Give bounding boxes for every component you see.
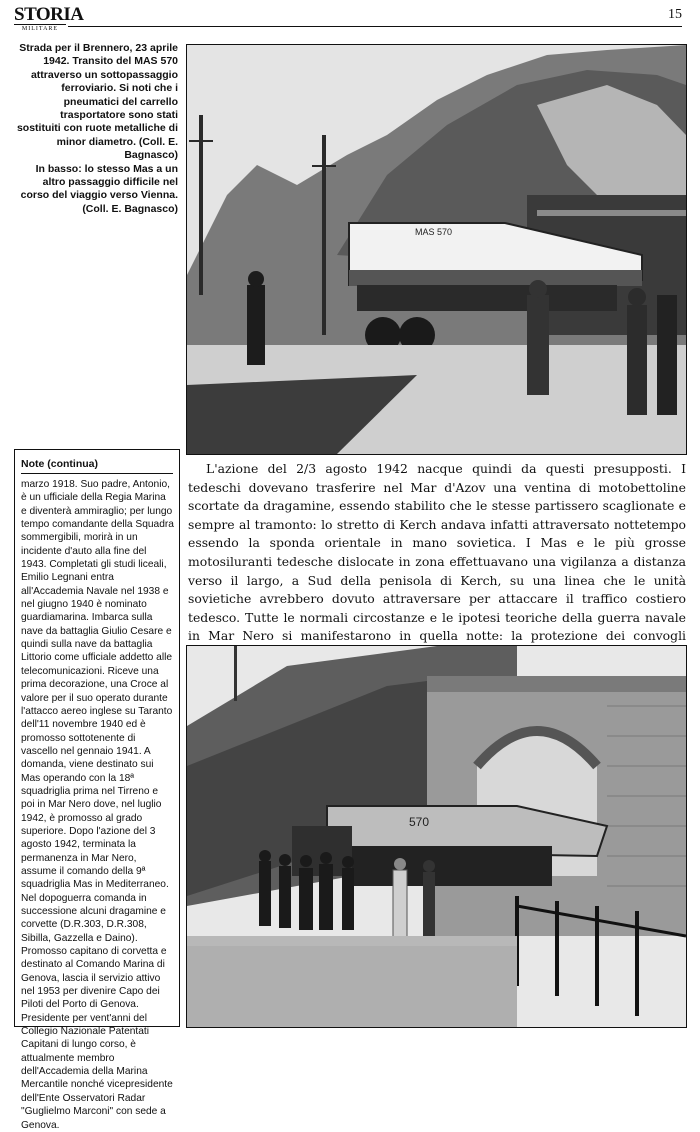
notes-text	[15, 474, 179, 1132]
photo-bottom	[186, 645, 687, 1028]
header-rule	[68, 26, 682, 27]
notes-box	[14, 449, 180, 1131]
notes-paragraph: marzo 1918. Suo padre, Antonio, è un ufficiale della Regia Marina e diventerà ammiraglio; per lungo tempo comandante della Squadra sommergibili, morirà in un incidente d'auto alla fine del 1943. Completati gli studi liceali, Emilio Legnani entra all'Accademia Navale nel 1938 e nel giugno 1940 è nominato guardiamarina. Imbarca sulla nave da battaglia Giulio Cesare e quindi sulla nave da battaglia Littorio come ufficiale addetto alle telecomunicazioni. Riceve una prima decorazione, una Croce al valore per il suo operato durante l'attacco aereo inglese su Taranto dell'11 novembre 1940 ed è promosso sottotenente di vascello nel gennaio 1941. A domanda, viene destinato sui Mas operando con la 18ª squadriglia prima nel Tirreno e poi in Mar Nero dove, nel luglio 1942, è promosso al grado superiore. Dopo l'azione del 3 agosto 1942, terminata la permanenza in Mar Nero, assume il comando della 9ª squadriglia Mas in Mediterraneo. Nel dopoguerra comanda in successione alcuni dragamine e corvette (D.R.303, D.R.308, Sibilla, Gazzella e Daino). Promosso capitano di corvetta e destinato al Comando Marina di Genova, lascia il servizio attivo nel 1953 per divenire Capo dei Piloti del Porto di Genova. Presidente per vent'anni del Collegio Nazionale Patentati Capitani di lungo corso, è attualmente membro dell'Accademia della Marina Mercantile nonché vicepresidente dell'Ente Osservatori Radar "Guglielmo Marconi" con sede a Genova.	[21, 479, 174, 1131]
caption-bottom: In basso: lo stesso Mas a un altro passaggio difficile nel corso del viaggio verso Vienna. (Coll. E. Bagnasco)	[20, 162, 178, 215]
notes-title: Note (continua)	[21, 458, 98, 470]
logo-subtitle: MILITARE	[14, 24, 66, 33]
photo-bottom-image	[187, 646, 686, 1027]
magazine-logo	[14, 4, 84, 33]
boat-label-bottom: 570	[409, 815, 430, 829]
body-paragraph: L'azione del 2/3 agosto 1942 nacque quindi da questi presupposti. I tedeschi dovevano trasferire nel Mar d'Azov una ventina di motobettoline scortate da dragamine, essendo stabilito che le stesse partissero scaglionate e sempre al tramonto: lo stretto di Kerch andava infatti attraversato nottetempo essendo la sponda orientale in mano sovietica. I Mas e le più grosse motosiluranti tedesche dislocate in zona effettuavano una vigilanza a distanza verso il largo, a Sud della penisola di Kerch, su una linea che le unità sovietiche avrebbero dovuto attraversare per attaccare il traffico costiero tedesco. Tutte le normali circostanze e le ipotesi teoriche della guerra navale in Mar Nero si manifestarono in quella notte: la protezione dei convogli	[188, 461, 686, 644]
page-number: 15	[668, 7, 682, 22]
logo-title: STORIA	[14, 4, 84, 25]
photo-caption	[14, 42, 178, 216]
boat-label-top: MAS 570	[415, 227, 453, 237]
photo-top	[186, 44, 687, 455]
photo-top-image	[187, 45, 686, 454]
caption-top: Strada per il Brennero, 23 aprile 1942. Transito del MAS 570 attraverso un sottopassaggio ferroviario. Si noti che i pneumatici del carrello trasportatore sono stati sostituiti con ruote metalliche di minor diametro. (Coll. E. Bagnasco)	[16, 42, 178, 162]
